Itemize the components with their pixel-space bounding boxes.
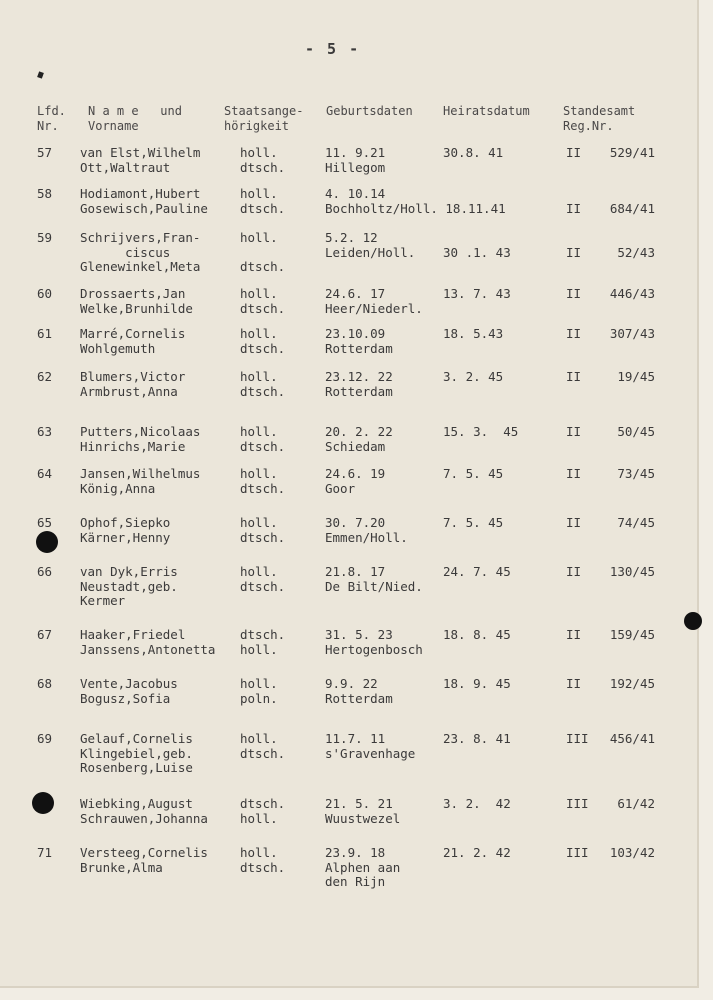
person-name: Putters,Nicolaas bbox=[80, 424, 201, 439]
registry-office: II bbox=[566, 466, 582, 481]
registry-number: 130/45 bbox=[609, 564, 655, 579]
person-name: ciscus bbox=[80, 244, 171, 260]
person-name: Schrijvers,Fran- bbox=[80, 230, 201, 245]
person-name: Bogusz,Sofia bbox=[80, 690, 171, 706]
nationality: holl. bbox=[240, 515, 278, 530]
person-name: Armbrust,Anna bbox=[80, 383, 178, 399]
birth-data: 20. 2. 22 bbox=[325, 424, 393, 439]
birth-data: 23.9. 18 bbox=[325, 845, 386, 860]
registry-office: II bbox=[566, 424, 582, 439]
person-name: Rosenberg,Luise bbox=[80, 760, 193, 775]
registry-office: II bbox=[566, 326, 582, 341]
birth-data: Hertogenbosch bbox=[325, 641, 423, 657]
header-registry: Standesamt Reg.Nr. bbox=[563, 104, 636, 133]
row-number: 66 bbox=[37, 564, 53, 579]
registry-office: III bbox=[566, 796, 589, 811]
birth-data: 9.9. 22 bbox=[325, 676, 378, 691]
nationality: dtsch. bbox=[240, 300, 286, 316]
registry-number: 61/42 bbox=[617, 796, 655, 811]
nationality: holl. bbox=[240, 810, 278, 826]
registry-office: II bbox=[566, 145, 582, 160]
row-number: 62 bbox=[37, 369, 53, 384]
nationality: dtsch. bbox=[240, 627, 286, 642]
birth-data: 24.6. 17 bbox=[325, 286, 386, 301]
birth-data: Alphen aan bbox=[325, 859, 401, 875]
registry-office: II bbox=[566, 564, 582, 579]
birth-data: 5.2. 12 bbox=[325, 230, 378, 245]
nationality: holl. bbox=[240, 186, 278, 201]
birth-data: Schiedam bbox=[325, 438, 386, 454]
marriage-date: 24. 7. 45 bbox=[443, 564, 511, 579]
marriage-date: 15. 3. 45 bbox=[443, 424, 519, 439]
row-number: 65 bbox=[37, 515, 53, 530]
nationality: dtsch. bbox=[240, 480, 286, 496]
registry-number: 19/45 bbox=[617, 369, 655, 384]
punch-hole bbox=[32, 792, 54, 814]
birth-data: Hillegom bbox=[325, 159, 386, 175]
row-number: 60 bbox=[37, 286, 53, 301]
ink-mark bbox=[37, 71, 44, 78]
person-name: Drossaerts,Jan bbox=[80, 286, 186, 301]
row-number: 69 bbox=[37, 731, 53, 746]
registry-number: 52/43 bbox=[617, 244, 655, 260]
nationality: dtsch. bbox=[240, 529, 286, 545]
nationality: dtsch. bbox=[240, 745, 286, 761]
registry-number: 307/43 bbox=[609, 326, 655, 341]
marriage-date: 7. 5. 45 bbox=[443, 515, 504, 530]
birth-data: 31. 5. 23 bbox=[325, 627, 393, 642]
punch-hole bbox=[684, 612, 702, 630]
registry-office: II bbox=[566, 286, 582, 301]
birth-data: Emmen/Holl. bbox=[325, 529, 408, 545]
marriage-date: 18. 9. 45 bbox=[443, 676, 511, 691]
nationality: holl. bbox=[240, 369, 278, 384]
marriage-date: 13. 7. 43 bbox=[443, 286, 511, 301]
person-name: Glenewinkel,Meta bbox=[80, 259, 201, 274]
person-name: Klingebiel,geb. bbox=[80, 745, 193, 761]
marriage-date: 7. 5. 45 bbox=[443, 466, 504, 481]
person-name: Versteeg,Cornelis bbox=[80, 845, 208, 860]
registry-number: 159/45 bbox=[609, 627, 655, 642]
header-birth-data: Geburtsdaten bbox=[326, 104, 413, 118]
row-number: 58 bbox=[37, 186, 53, 201]
registry-number: 446/43 bbox=[609, 286, 655, 301]
marriage-date: 30 .1. 43 bbox=[443, 244, 511, 260]
birth-data: 24.6. 19 bbox=[325, 466, 386, 481]
birth-data: 21. 5. 21 bbox=[325, 796, 393, 811]
registry-number: 74/45 bbox=[617, 515, 655, 530]
nationality: dtsch. bbox=[240, 383, 286, 399]
person-name: Gelauf,Cornelis bbox=[80, 731, 193, 746]
registry-office: III bbox=[566, 845, 589, 860]
nationality: holl. bbox=[240, 145, 278, 160]
registry-office: II bbox=[566, 515, 582, 530]
marriage-date: 3. 2. 42 bbox=[443, 796, 511, 811]
row-number: 68 bbox=[37, 676, 53, 691]
birth-data: Wuustwezel bbox=[325, 810, 401, 826]
person-name: Hodiamont,Hubert bbox=[80, 186, 201, 201]
nationality: holl. bbox=[240, 466, 278, 481]
birth-data: Rotterdam bbox=[325, 690, 393, 706]
registry-number: 684/41 bbox=[609, 200, 655, 216]
nationality: dtsch. bbox=[240, 578, 286, 594]
marriage-date: 21. 2. 42 bbox=[443, 845, 511, 860]
row-number: 59 bbox=[37, 230, 53, 245]
person-name: van Elst,Wilhelm bbox=[80, 145, 201, 160]
birth-data: Leiden/Holl. bbox=[325, 244, 416, 260]
birth-data: 23.10.09 bbox=[325, 326, 386, 341]
person-name: Marré,Cornelis bbox=[80, 326, 186, 341]
person-name: Janssens,Antonetta bbox=[80, 641, 216, 657]
punch-hole bbox=[36, 531, 58, 553]
marriage-date: 3. 2. 45 bbox=[443, 369, 504, 384]
person-name: Haaker,Friedel bbox=[80, 627, 186, 642]
person-name: van Dyk,Erris bbox=[80, 564, 178, 579]
person-name: Neustadt,geb. bbox=[80, 578, 178, 594]
registry-office: II bbox=[566, 369, 582, 384]
header-lfd-nr: Lfd. Nr. bbox=[37, 104, 66, 133]
person-name: Wiebking,August bbox=[80, 796, 193, 811]
registry-office: II bbox=[566, 244, 582, 260]
registry-number: 50/45 bbox=[617, 424, 655, 439]
person-name: Blumers,Victor bbox=[80, 369, 186, 384]
registry-office: II bbox=[566, 627, 582, 642]
person-name: Ophof,Siepko bbox=[80, 515, 171, 530]
person-name: König,Anna bbox=[80, 480, 156, 496]
nationality: poln. bbox=[240, 690, 278, 706]
nationality: holl. bbox=[240, 641, 278, 657]
person-name: Ott,Waltraut bbox=[80, 159, 171, 175]
nationality: holl. bbox=[240, 326, 278, 341]
person-name: Welke,Brunhilde bbox=[80, 300, 193, 316]
registry-number: 103/42 bbox=[609, 845, 655, 860]
nationality: dtsch. bbox=[240, 159, 286, 175]
birth-data: s'Gravenhage bbox=[325, 745, 416, 761]
person-name: Wohlgemuth bbox=[80, 340, 156, 356]
marriage-date: 18. 5.43 bbox=[443, 326, 504, 341]
registry-office: II bbox=[566, 200, 582, 216]
row-number: 64 bbox=[37, 466, 53, 481]
nationality: dtsch. bbox=[240, 859, 286, 875]
nationality: holl. bbox=[240, 286, 278, 301]
nationality: dtsch. bbox=[240, 200, 286, 216]
header-nationality: Staatsange- hörigkeit bbox=[224, 104, 304, 133]
nationality: dtsch. bbox=[240, 340, 286, 356]
nationality: holl. bbox=[240, 731, 278, 746]
row-number: 57 bbox=[37, 145, 53, 160]
person-name: Vente,Jacobus bbox=[80, 676, 178, 691]
person-name: Kärner,Henny bbox=[80, 529, 171, 545]
registry-number: 73/45 bbox=[617, 466, 655, 481]
nationality: holl. bbox=[240, 424, 278, 439]
nationality: dtsch. bbox=[240, 796, 286, 811]
registry-number: 529/41 bbox=[609, 145, 655, 160]
nationality: holl. bbox=[240, 564, 278, 579]
header-name: N a m e und Vorname bbox=[88, 104, 182, 133]
registry-number: 456/41 bbox=[609, 731, 655, 746]
person-name: Kermer bbox=[80, 593, 126, 608]
marriage-date: 23. 8. 41 bbox=[443, 731, 511, 746]
row-number: 61 bbox=[37, 326, 53, 341]
birth-data: Goor bbox=[325, 480, 356, 496]
birth-data: 11. 9.21 bbox=[325, 145, 386, 160]
birth-data: Rotterdam bbox=[325, 383, 393, 399]
person-name: Brunke,Alma bbox=[80, 859, 163, 875]
row-number: 67 bbox=[37, 627, 53, 642]
marriage-date: 18. 8. 45 bbox=[443, 627, 511, 642]
birth-data: 23.12. 22 bbox=[325, 369, 393, 384]
row-number: 63 bbox=[37, 424, 53, 439]
birth-data: 21.8. 17 bbox=[325, 564, 386, 579]
birth-data: De Bilt/Nied. bbox=[325, 578, 423, 594]
person-name: Hinrichs,Marie bbox=[80, 438, 186, 454]
nationality: holl. bbox=[240, 230, 278, 245]
header-marriage-date: Heiratsdatum bbox=[443, 104, 530, 118]
birth-data: Heer/Niederl. bbox=[325, 300, 423, 316]
page-number: - 5 - bbox=[305, 40, 361, 58]
person-name: Gosewisch,Pauline bbox=[80, 200, 208, 216]
birth-data: 4. 10.14 bbox=[325, 186, 386, 201]
birth-data: den Rijn bbox=[325, 874, 386, 889]
marriage-date: 30.8. 41 bbox=[443, 145, 504, 160]
birth-data: 11.7. 11 bbox=[325, 731, 386, 746]
person-name: Jansen,Wilhelmus bbox=[80, 466, 201, 481]
nationality: holl. bbox=[240, 845, 278, 860]
birth-data: Rotterdam bbox=[325, 340, 393, 356]
birth-data: 30. 7.20 bbox=[325, 515, 386, 530]
nationality: holl. bbox=[240, 676, 278, 691]
person-name: Schrauwen,Johanna bbox=[80, 810, 208, 826]
registry-number: 192/45 bbox=[609, 676, 655, 691]
registry-office: III bbox=[566, 731, 589, 746]
registry-office: II bbox=[566, 676, 582, 691]
birth-data: Bochholtz/Holl. 18.11.41 bbox=[325, 200, 506, 216]
nationality: dtsch. bbox=[240, 259, 286, 274]
nationality: dtsch. bbox=[240, 438, 286, 454]
row-number: 71 bbox=[37, 845, 53, 860]
